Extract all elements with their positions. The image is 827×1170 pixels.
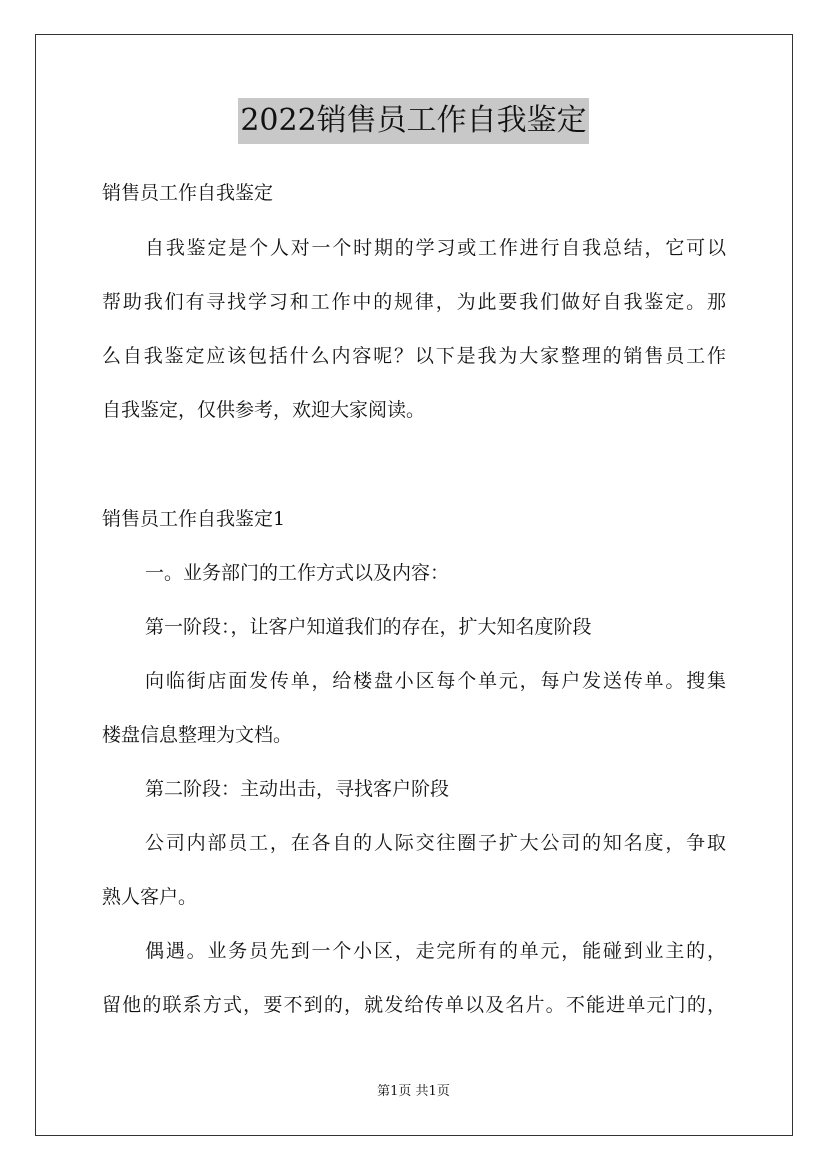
body-line: 公司内部员工，在各自的人际交往圈子扩大公司的知名度，争取 bbox=[145, 832, 726, 854]
body-line: 楼盘信息整理为文档。 bbox=[102, 724, 293, 746]
body-line: 偶遇。业务员先到一个小区，走完所有的单元，能碰到业主的， bbox=[145, 940, 726, 962]
intro-line: 么自我鉴定应该包括什么内容呢？以下是我为大家整理的销售员工作 bbox=[102, 345, 726, 367]
intro-line: 自我鉴定，仅供参考，欢迎大家阅读。 bbox=[102, 399, 426, 421]
section-heading: 销售员工作自我鉴定1 bbox=[102, 508, 286, 530]
body-line: 第一阶段：，让客户知道我们的存在，扩大知名度阶段 bbox=[145, 616, 592, 638]
intro-line: 帮助我们有寻找学习和工作中的规律，为此要我们做好自我鉴定。那 bbox=[102, 291, 726, 313]
body-line: 留他的联系方式，要不到的，就发给传单以及名片。不能进单元门的， bbox=[102, 994, 726, 1016]
title-container bbox=[0, 98, 827, 144]
body-line: 熟人客户。 bbox=[102, 886, 198, 908]
body-line: 向临街店面发传单，给楼盘小区每个单元，每户发送传单。搜集 bbox=[145, 670, 726, 692]
body-line: 一。业务部门的工作方式以及内容： bbox=[145, 562, 450, 584]
page-number: 第1页 共1页 bbox=[377, 1084, 450, 1099]
intro-line: 自我鉴定是个人对一个时期的学习或工作进行自我总结，它可以 bbox=[145, 237, 726, 259]
document-subtitle: 销售员工作自我鉴定 bbox=[102, 182, 274, 204]
document-title: 2022销售员工作自我鉴定 bbox=[238, 98, 588, 144]
body-line: 第二阶段：主动出击，寻找客户阶段 bbox=[145, 778, 450, 800]
